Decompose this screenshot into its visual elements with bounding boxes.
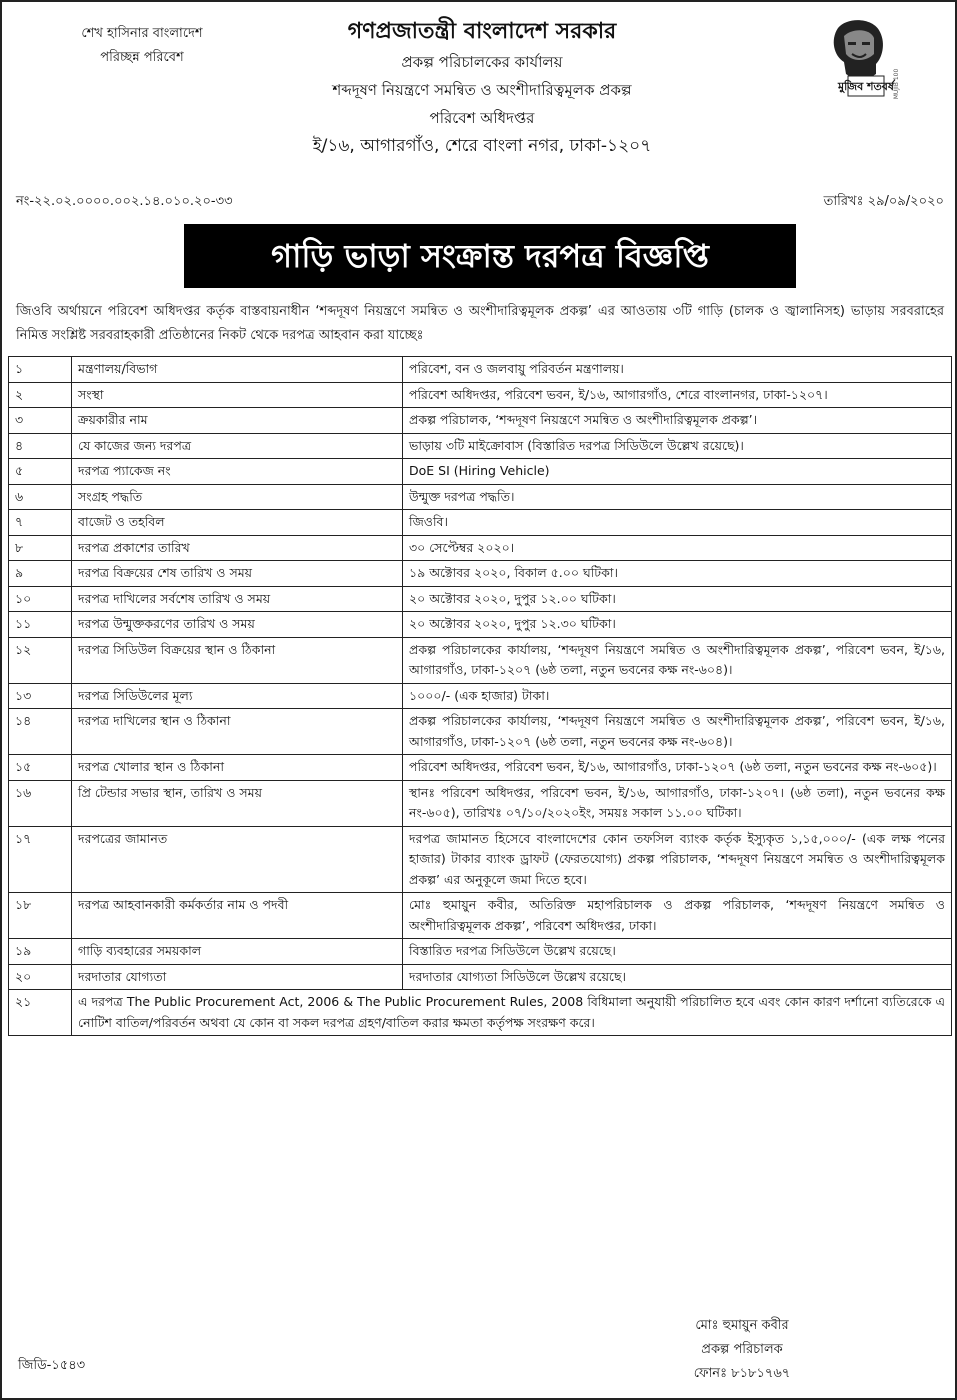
- item-label: দরপত্র সিডিউলের মূল্য: [72, 683, 403, 709]
- table-row: [9, 535, 952, 561]
- item-number: ১৫: [9, 755, 72, 781]
- table-row: [9, 561, 952, 587]
- item-value: মোঃ হুমায়ুন কবীর, অতিরিক্ত মহাপরিচালক ও প্রকল্প পরিচালক, ‘শব্দদূষণ নিয়ন্ত্রণে সমন্বিত ও অংশীদারিত্বমূলক প্রকল্প’, পরিবেশ অধিদপ্তর, ঢাকা।: [403, 893, 952, 939]
- item-number: ১২: [9, 637, 72, 683]
- item-value: প্রকল্প পরিচালকের কার্যালয়, ‘শব্দদূষণ নিয়ন্ত্রণে সমন্বিত ও অংশীদারিত্বমূলক প্রকল্প’, পরিবেশ ভবন, ই/১৬, আগারগাঁও, ঢাকা-১২০৭ (৬ষ্ঠ তলা, নতুন ভবনের কক্ষ নং-৬০৪)।: [403, 709, 952, 755]
- item-number: ২১: [9, 990, 72, 1036]
- item-number: ১০: [9, 586, 72, 612]
- office-name: প্রকল্প পরিচালকের কার্যালয়: [401, 53, 563, 71]
- table-row: [9, 459, 952, 485]
- item-value: উন্মুক্ত দরপত্র পদ্ধতি।: [403, 484, 952, 510]
- department-name: পরিবেশ অধিদপ্তর: [429, 109, 535, 127]
- item-value: ৩০ সেপ্টেম্বর ২০২০।: [403, 535, 952, 561]
- item-number: ৮: [9, 535, 72, 561]
- slogan-line-1: শেখ হাসিনার বাংলাদেশ: [81, 26, 203, 41]
- table-row: [9, 683, 952, 709]
- item-label: দরপত্র উন্মুক্তকরণের তারিখ ও সময়: [72, 612, 403, 638]
- item-number: ১৭: [9, 826, 72, 893]
- gd-number: জিডি-১৫৪৩: [18, 1358, 86, 1373]
- memo-date: তারিখঃ ২৯/০৯/২০২০: [823, 194, 944, 209]
- item-label: ক্রয়কারীর নাম: [72, 408, 403, 434]
- table-row: [9, 510, 952, 536]
- government-name: গণপ্রজাতন্ত্রী বাংলাদেশ সরকার: [347, 19, 617, 44]
- item-label: সংস্থা: [72, 382, 403, 408]
- memo-row: [16, 192, 944, 214]
- item-number: ১১: [9, 612, 72, 638]
- table-row: [9, 780, 952, 826]
- item-value: ২০ অক্টোবর ২০২০, দুপুর ১২.৩০ ঘটিকা।: [403, 612, 952, 638]
- item-label: বাজেট ও তহবিল: [72, 510, 403, 536]
- item-label: দরপত্র প্রকাশের তারিখ: [72, 535, 403, 561]
- item-label: দরপত্র খোলার স্থান ও ঠিকানা: [72, 755, 403, 781]
- item-number: ৯: [9, 561, 72, 587]
- item-number: ৭: [9, 510, 72, 536]
- item-label: দরপত্র বিক্রয়ের শেষ তারিখ ও সময়: [72, 561, 403, 587]
- item-label: মন্ত্রণালয়/বিভাগ: [72, 357, 403, 383]
- intro-paragraph: জিওবি অর্থায়নে পরিবেশ অধিদপ্তর কর্তৃক বাস্তবায়নাধীন ‘শব্দদূষণ নিয়ন্ত্রণে সমন্বিত ও অংশীদারিত্বমূলক প্রকল্প’ এর আওতায় ৩টি গাড়ি (চালক ও জ্বালানিসহ) ভাড়ায় সরবরাহের নিমিত্ত সংশ্লিষ্ট সরবরাহকারী প্রতিষ্ঠানের নিকট থেকে দরপত্র আহবান করা যাচ্ছেঃ: [16, 304, 944, 343]
- item-value: বিস্তারিত দরপত্র সিডিউলে উল্লেখ রয়েছে।: [403, 939, 952, 965]
- item-number: ৫: [9, 459, 72, 485]
- table-row: [9, 755, 952, 781]
- table-row: [9, 484, 952, 510]
- item-label: দরপত্রের জামানত: [72, 826, 403, 893]
- item-number: ১৯: [9, 939, 72, 965]
- item-value: দরপত্র জামানত হিসেবে বাংলাদেশের কোন তফসিল ব্যাংক কর্তৃক ইস্যুকৃত ১,১৫,০০০/- (এক লক্ষ পনের হাজার) টাকার ব্যাংক ড্রাফট (ফেরতযোগ্য) প্রকল্প পরিচালক, ‘শব্দদূষণ নিয়ন্ত্রণে সমন্বিত ও অংশীদারিত্বমূলক প্রকল্প’ এর অনুকূলে জমা দিতে হবে।: [403, 826, 952, 893]
- table-row: [9, 939, 952, 965]
- letterhead: [222, 16, 742, 160]
- office-address: ই/১৬, আগারগাঁও, শেরে বাংলা নগর, ঢাকা-১২০৭: [312, 136, 652, 156]
- item-label: দরপত্র প্যাকেজ নং: [72, 459, 403, 485]
- item-label: গাড়ি ব্যবহারের সময়কাল: [72, 939, 403, 965]
- item-value: পরিবেশ অধিদপ্তর, পরিবেশ ভবন, ই/১৬, আগারগাঁও, ঢাকা-১২০৭ (৬ষ্ঠ তলা, নতুন ভবনের কক্ষ নং-৬০৫)।: [403, 755, 952, 781]
- item-value: ১০০০/- (এক হাজার) টাকা।: [403, 683, 952, 709]
- item-full-text: এ দরপত্র The Public Procurement Act, 2006 & The Public Procurement Rules, 2008 বিধিমালা অনুযায়ী পরিচালিত হবে এবং কোন কারণ দর্শানো ব্যতিরেকে এ নোটিশ বাতিল/পরিবর্তন অথবা যে কোন বা সকল দরপত্র গ্রহণ/বাতিল করার ক্ষমতা কর্তৃপক্ষ সংরক্ষণ করে।: [72, 990, 952, 1036]
- item-number: ১৮: [9, 893, 72, 939]
- table-row: [9, 637, 952, 683]
- table-row: [9, 382, 952, 408]
- item-number: ১৩: [9, 683, 72, 709]
- table-row: [9, 408, 952, 434]
- table-row: [9, 612, 952, 638]
- table-row: [9, 893, 952, 939]
- item-value: ভাড়ায় ৩টি মাইক্রোবাস (বিস্তারিত দরপত্র সিডিউলে উল্লেখ রয়েছে)।: [403, 433, 952, 459]
- item-value: ২০ অক্টোবর ২০২০, দুপুর ১২.০০ ঘটিকা।: [403, 586, 952, 612]
- item-number: ১৬: [9, 780, 72, 826]
- item-label: দরদাতার যোগ্যতা: [72, 964, 403, 990]
- table-row: [9, 586, 952, 612]
- slogan-line-2: পরিচ্ছন্ন পরিবেশ: [100, 50, 184, 65]
- item-value: জিওবি।: [403, 510, 952, 536]
- notice-title: গাড়ি ভাড়া সংক্রান্ত দরপত্র বিজ্ঞপ্তি: [184, 224, 796, 288]
- item-label: যে কাজের জন্য দরপত্র: [72, 433, 403, 459]
- item-value: পরিবেশ অধিদপ্তর, পরিবেশ ভবন, ই/১৬, আগারগাঁও, শেরে বাংলানগর, ঢাকা-১২০৭।: [403, 382, 952, 408]
- item-value: প্রকল্প পরিচালক, ‘শব্দদূষণ নিয়ন্ত্রণে সমন্বিত ও অংশীদারিত্বমূলক প্রকল্প’।: [403, 408, 952, 434]
- project-name: শব্দদূষণ নিয়ন্ত্রণে সমন্বিত ও অংশীদারিত্বমূলক প্রকল্প: [332, 81, 632, 99]
- item-label: প্রি টেন্ডার সভার স্থান, তারিখ ও সময়: [72, 780, 403, 826]
- mujib-100-logo: [808, 14, 908, 106]
- item-label: সংগ্রহ পদ্ধতি: [72, 484, 403, 510]
- item-label: দরপত্র সিডিউল বিক্রয়ের স্থান ও ঠিকানা: [72, 637, 403, 683]
- item-value: ১৯ অক্টোবর ২০২০, বিকাল ৫.০০ ঘটিকা।: [403, 561, 952, 587]
- signatory-designation: প্রকল্প পরিচালক: [701, 1342, 783, 1357]
- logo-subtext: MUJIB 100: [893, 68, 900, 100]
- item-value: স্থানঃ পরিবেশ অধিদপ্তর, পরিবেশ ভবন, ই/১৬, আগারগাঁও, ঢাকা-১২০৭। (৬ষ্ঠ তলা), নতুন ভবনের কক্ষ নং-৬০৫), তারিখঃ ০৭/১০/২০২০ইং, সময়ঃ সকাল ১১.০০ ঘটিকা।: [403, 780, 952, 826]
- table-row: [9, 433, 952, 459]
- table-row: [9, 826, 952, 893]
- item-value: পরিবেশ, বন ও জলবায়ু পরিবর্তন মন্ত্রণালয়।: [403, 357, 952, 383]
- item-number: ২০: [9, 964, 72, 990]
- signatory-name: মোঃ হুমায়ুন কবীর: [695, 1318, 789, 1333]
- tender-details-body: [9, 357, 952, 1036]
- item-label: দরপত্র দাখিলের সর্বশেষ তারিখ ও সময়: [72, 586, 403, 612]
- signatory-phone: ফোনঃ ৮১৮১৭৬৭: [693, 1366, 791, 1381]
- slogan-block: [42, 22, 242, 70]
- table-row: [9, 709, 952, 755]
- item-value: DoE SI (Hiring Vehicle): [403, 459, 952, 485]
- signature-block: [622, 1314, 862, 1386]
- item-number: ২: [9, 382, 72, 408]
- tender-details-table: [8, 356, 952, 1036]
- table-row: [9, 990, 952, 1036]
- item-value: দরদাতার যোগ্যতা সিডিউলে উল্লেখ রয়েছে।: [403, 964, 952, 990]
- item-number: ১: [9, 357, 72, 383]
- table-row: [9, 964, 952, 990]
- item-number: ৪: [9, 433, 72, 459]
- table-row: [9, 357, 952, 383]
- item-value: প্রকল্প পরিচালকের কার্যালয়, ‘শব্দদূষণ নিয়ন্ত্রণে সমন্বিত ও অংশীদারিত্বমূলক প্রকল্প’, পরিবেশ ভবন, ই/১৬, আগারগাঁও, ঢাকা-১২০৭ (৬ষ্ঠ তলা, নতুন ভবনের কক্ষ নং-৬০৪)।: [403, 637, 952, 683]
- logo-text: মুজিব শতবর্ষ: [838, 80, 894, 93]
- item-number: ৩: [9, 408, 72, 434]
- item-number: ৬: [9, 484, 72, 510]
- item-label: দরপত্র দাখিলের স্থান ও ঠিকানা: [72, 709, 403, 755]
- memo-number: নং-২২.০২.০০০০.০০২.১৪.০১০.২০-৩৩: [16, 194, 233, 209]
- item-label: দরপত্র আহবানকারী কর্মকর্তার নাম ও পদবী: [72, 893, 403, 939]
- item-number: ১৪: [9, 709, 72, 755]
